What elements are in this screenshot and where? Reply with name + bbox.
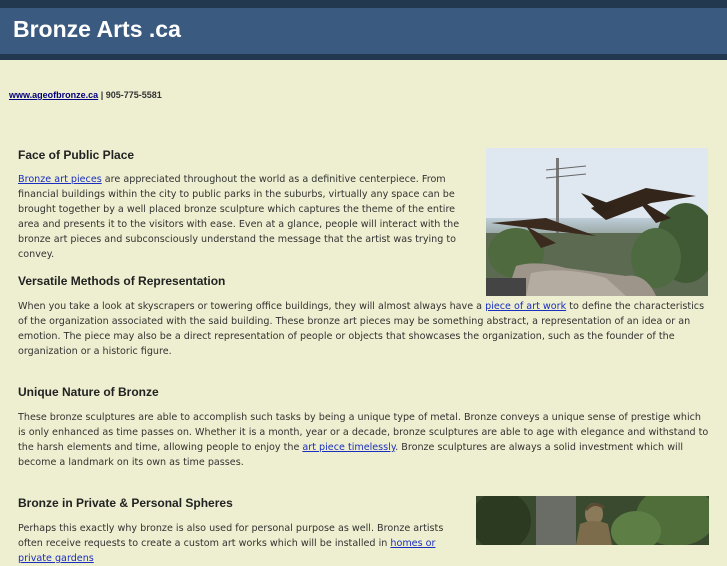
top-strip <box>0 0 727 8</box>
section-title-face-of-public-place: Face of Public Place <box>18 148 135 162</box>
paragraph-text: are appreciated throughout the world as a definitive centerpiece. From financial buildings within the city to public parks in the suburbs, virtually any space can be brought together by a well placed bronze sculpture which captures the theme of the entire area and presents it to the visitors with ease. Even at a glance, people will interact with the bronze art pieces and subconsciously understand the message that the artist was trying to convey. <box>18 174 460 260</box>
site-title[interactable]: Bronze Arts .ca <box>13 16 181 42</box>
homes-or-private-gardens-link[interactable]: homes or private gardens <box>18 538 436 564</box>
paragraph-text: These bronze sculptures are able to accomplish such tasks by being a unique type of metal. Bronze conveys a unique sense of prestige which is only enhanced as time passes on. Whether it is a month, year or a decade, bronze sculptures are able to age with elegance and withstand to the harsh elements and time, allowing people to enjoy the <box>18 412 709 453</box>
section-paragraph <box>18 410 710 470</box>
section-paragraph <box>18 172 468 262</box>
section-paragraph <box>18 299 710 359</box>
contact-line <box>9 90 162 100</box>
website-link[interactable]: www.ageofbronze.ca <box>9 90 99 100</box>
bronze-art-pieces-link[interactable]: Bronze art pieces <box>18 174 102 185</box>
site-header <box>0 8 727 60</box>
garden-bronze-statue-photo <box>476 496 709 545</box>
paragraph-text: When you take a look at skyscrapers or towering office buildings, they will almost always have a <box>18 301 483 312</box>
separator: | <box>100 90 106 100</box>
section-title-unique-nature: Unique Nature of Bronze <box>18 385 159 399</box>
section-title-versatile-methods: Versatile Methods of Representation <box>18 274 226 288</box>
section-title-private-spheres: Bronze in Private & Personal Spheres <box>18 496 233 510</box>
paragraph-text: Perhaps this exactly why bronze is also used for personal purpose as well. Bronze artists often receive requests to create a custom art works which will be installed in <box>18 523 444 549</box>
piece-of-art-work-link[interactable]: piece of art work <box>485 301 567 312</box>
paragraph-text: . Bronze sculptures are always a solid investment which will become a landmark on its own as time passes. <box>18 442 684 468</box>
paragraph-text: to define the characteristics of the organization associated with the said building. These bronze art pieces may be something abstract, a representation of an idea or an emotion. The piece may also be a direct representation of people or objects that showcases the organization, such as the founder of the organization or a historic figure. <box>18 301 705 357</box>
section-paragraph <box>18 521 458 566</box>
art-piece-timelessly-link[interactable]: art piece timelessly <box>302 442 396 453</box>
phone-number: 905-775-5581 <box>105 90 162 100</box>
bronze-geese-sculpture-photo <box>486 148 708 296</box>
